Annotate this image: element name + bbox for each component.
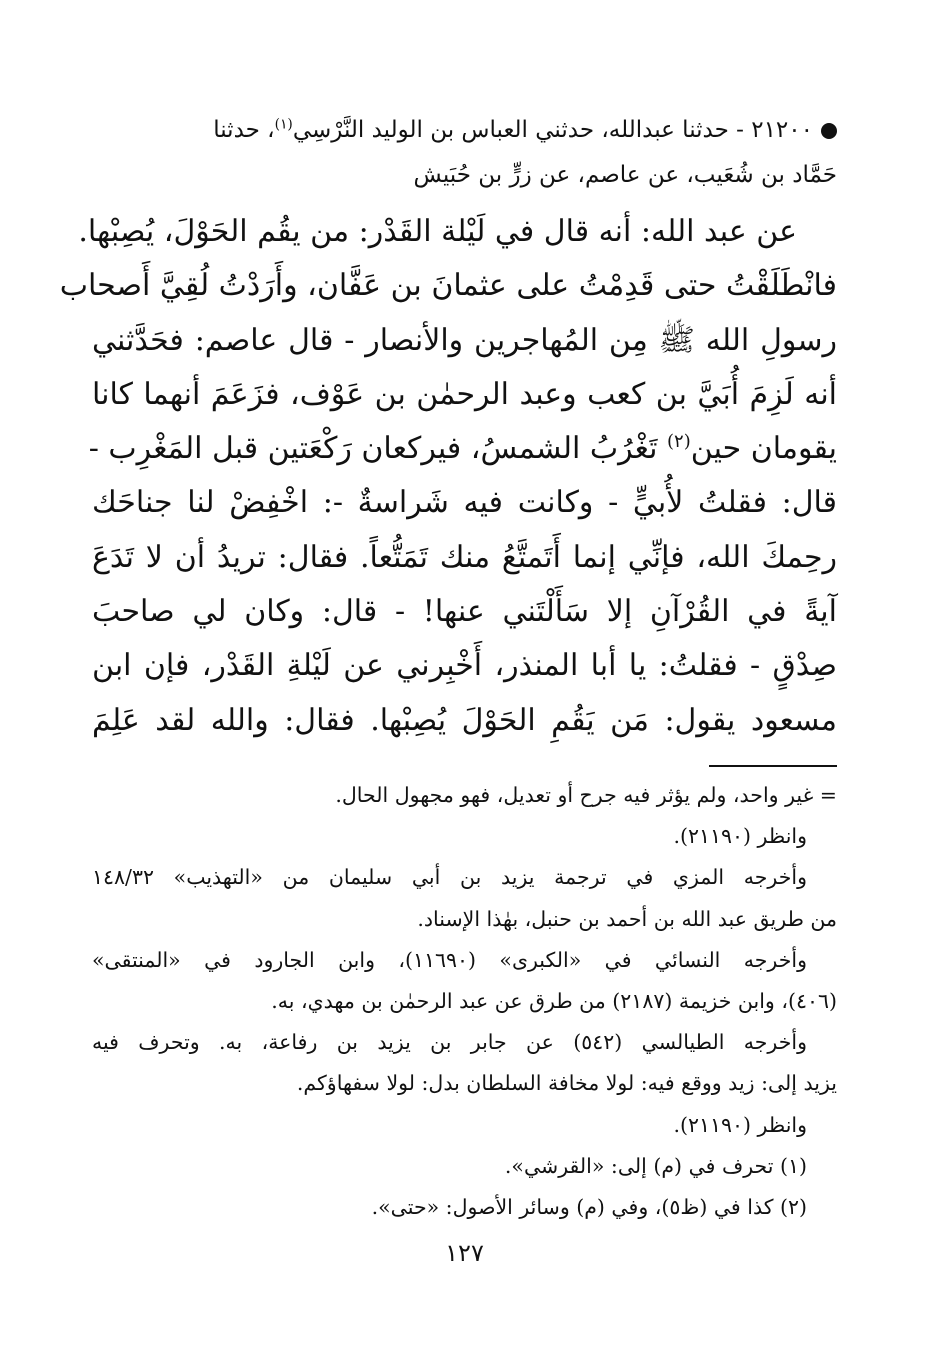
note-line: وانظر (٢١١٩٠). [673, 824, 807, 849]
page-number: ١٢٧ [445, 1239, 484, 1267]
matn-line [88, 422, 837, 476]
footnotes [92, 775, 837, 1228]
note-line: من طريق عبد الله بن أحمد بن حنبل، بهٰذا الإسناد. [417, 906, 837, 931]
note-line: وأخرجه المزي في ترجمة يزيد بن أبي سليمان من «التهذيب» ١٤٨/٣٢ [92, 865, 807, 890]
note-line: وأخرجه الطيالسي (٥٤٢) عن جابر بن يزيد بن رفاعة، به. وتحرف فيه [92, 1030, 807, 1055]
matn-line: عن عبد الله: أنه قال في لَيْلة القَدْر: من يقُم الحَوْلَ، يُصِبْها. [78, 214, 797, 249]
matn-line: قال: فقلتُ لأُبيٍّ - وكانت فيه شَراسةٌ -: اخْفِضْ لنا جناحَك [92, 485, 837, 521]
matn-line-5-end: تَغْرُبُ الشمسُ، فيركعان رَكْعَتين قبل المَغْرِب - [88, 431, 668, 467]
matn-line: صِدْقٍ - فقلتُ: يا أبا المنذر، أَخْبِرني عن لَيْلةِ القَدْر، فإن ابن [92, 648, 837, 684]
footnote-separator [709, 765, 837, 767]
matn-line: فانْطَلَقْتُ حتى قَدِمْتُ على عثمانَ بن عَفَّان، وأَرَدْتُ لُقِيَّ أَصحاب [59, 268, 837, 304]
matn-line: آيةً في القُرْآنِ إلا سَأَلْتَني عنها! - قال: وكان لي صاحبَ [92, 594, 837, 630]
isnad-line-2: حَمَّاد بن شُعَيب، عن عاصم، عن زرٍّ بن حُبَيش [413, 162, 837, 188]
hadith-isnad [92, 108, 837, 198]
note-line: وانظر (٢١١٩٠). [673, 1112, 807, 1137]
hadith-matn [59, 205, 837, 748]
note-line: = غير واحد، ولم يؤثر فيه جرح أو تعديل، فهو مجهول الحال. [335, 783, 837, 807]
bullet-icon [821, 123, 837, 139]
hadith-number-line-end: ، حدثنا [213, 117, 275, 143]
matn-line: رسولِ الله ﷺ مِن المُهاجرين والأنصار - قال عاصم: فحَدَّثني [92, 322, 837, 358]
footnote-marker-2: (٢) [667, 431, 691, 453]
note-line: وأخرجه النسائي في «الكبرى» (١١٦٩٠)، وابن الجارود في «المنتقى» [92, 947, 807, 972]
hadith-number-line: ٢١٢٠٠ - حدثنا عبدالله، حدثني العباس بن الوليد النَّرْسِي [292, 117, 813, 143]
note-line: (٤٠٦)، وابن خزيمة (٢١٨٧) من طرق عن عبد الرحمٰن بن مهدي، به. [271, 989, 837, 1014]
matn-line: مسعود يقول: مَن يَقُمِ الحَوْلَ يُصِبْها. فقال: والله لقد عَلِمَ [92, 702, 837, 738]
matn-line: رحِمكَ الله، فإنِّي إنما أَتَمتَّعُ منك تَمَتُّعاً. فقال: تريدُ أن لا تَدَعَ [92, 539, 837, 575]
footnote-2: (٢) كذا في (ظ٥)، وفي (م) وسائر الأصول: «حتى». [371, 1195, 807, 1220]
isnad-line-1 [92, 108, 837, 153]
matn-line-5-start: يقومان حين [690, 431, 837, 467]
note-line: يزيد إلى: زيد ووقع فيه: لولا مخافة السلطان بدل: لولا سفهاؤكم. [296, 1071, 837, 1096]
footnote-1: (١) تحرف في (م) إلى: «القرشي». [504, 1153, 807, 1178]
matn-line: أنه لَزِمَ أُبَيَّ بن كعب وعبد الرحمٰن بن عَوْف، فزَعَمَ أنهما كانا [92, 376, 837, 412]
footnote-marker-1: (١) [274, 116, 293, 133]
